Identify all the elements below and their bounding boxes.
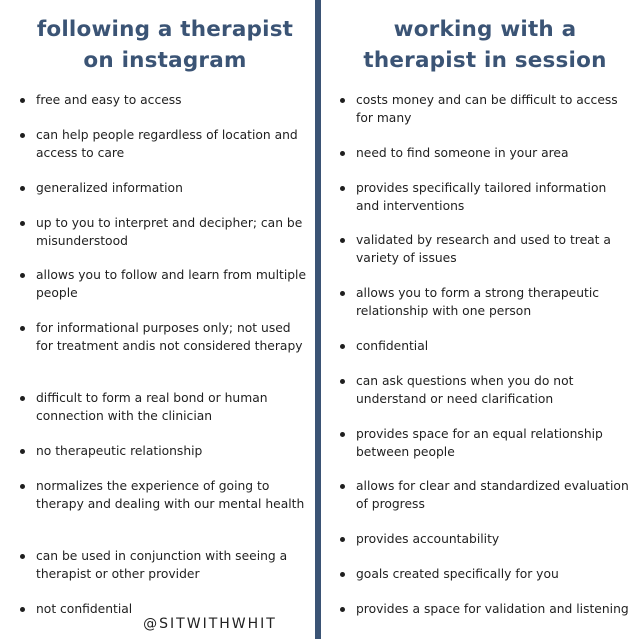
bullet-icon — [340, 432, 345, 437]
list-item: provides specifically tailored information and interventions — [340, 180, 630, 215]
bullet-icon — [340, 238, 345, 243]
bullet-icon — [340, 379, 345, 384]
list-item: allows you to form a strong therapeutic relationship with one person — [340, 285, 630, 320]
list-item: provides accountability — [340, 531, 630, 549]
bullet-icon — [20, 554, 25, 559]
column-divider — [315, 0, 321, 639]
bullet-icon — [340, 291, 345, 296]
bullet-icon — [20, 133, 25, 138]
list-item: up to you to interpret and decipher; can be misunderstood — [20, 215, 310, 250]
bullet-icon — [20, 98, 25, 103]
list-item: normalizes the experience of going to therapy and dealing with our mental health — [20, 478, 310, 513]
session-title-line-2: therapist in session — [363, 48, 607, 73]
list-item: no therapeutic relationship — [20, 443, 310, 461]
list-item: provides space for an equal relationship between people — [340, 426, 630, 461]
session-title-line-1: working with a — [393, 17, 577, 42]
list-item: confidential — [340, 338, 630, 356]
bullet-icon — [20, 326, 25, 331]
social-handle: @SITWITHWHIT — [140, 616, 280, 632]
bullet-icon — [340, 186, 345, 191]
bullet-icon — [340, 98, 345, 103]
list-item: free and easy to access — [20, 92, 310, 110]
instagram-column-title — [20, 14, 310, 76]
bullet-icon — [20, 221, 25, 226]
list-item: costs money and can be difficult to access for many — [340, 92, 630, 127]
list-item: provides a space for validation and listening — [340, 601, 630, 619]
list-item: allows you to follow and learn from multiple people — [20, 267, 310, 302]
list-item: difficult to form a real bond or human connection with the clinician — [20, 390, 310, 425]
bullet-icon — [20, 186, 25, 191]
session-column-title — [340, 14, 630, 76]
bullet-icon — [20, 449, 25, 454]
bullet-icon — [340, 572, 345, 577]
bullet-icon — [340, 607, 345, 612]
instagram-title-line-1: following a therapist — [36, 17, 294, 42]
list-item: validated by research and used to treat a variety of issues — [340, 232, 630, 267]
list-item: can be used in conjunction with seeing a therapist or other provider — [20, 548, 310, 583]
bullet-icon — [340, 151, 345, 156]
bullet-icon — [20, 484, 25, 489]
list-item: can ask questions when you do not understand or need clarification — [340, 373, 630, 408]
list-item: allows for clear and standardized evaluation of progress — [340, 478, 630, 513]
instagram-title-line-2: on instagram — [83, 48, 247, 73]
bullet-icon — [20, 396, 25, 401]
bullet-icon — [20, 273, 25, 278]
list-item: generalized information — [20, 180, 310, 198]
list-item: goals created specifically for you — [340, 566, 630, 584]
bullet-icon — [20, 607, 25, 612]
list-item: can help people regardless of location and access to care — [20, 127, 310, 162]
list-item: not confidential — [20, 601, 310, 619]
bullet-icon — [340, 344, 345, 349]
list-item: need to find someone in your area — [340, 145, 630, 163]
list-item: for informational purposes only; not used for treatment andis not considered therapy — [20, 320, 310, 355]
bullet-icon — [340, 537, 345, 542]
bullet-icon — [340, 484, 345, 489]
